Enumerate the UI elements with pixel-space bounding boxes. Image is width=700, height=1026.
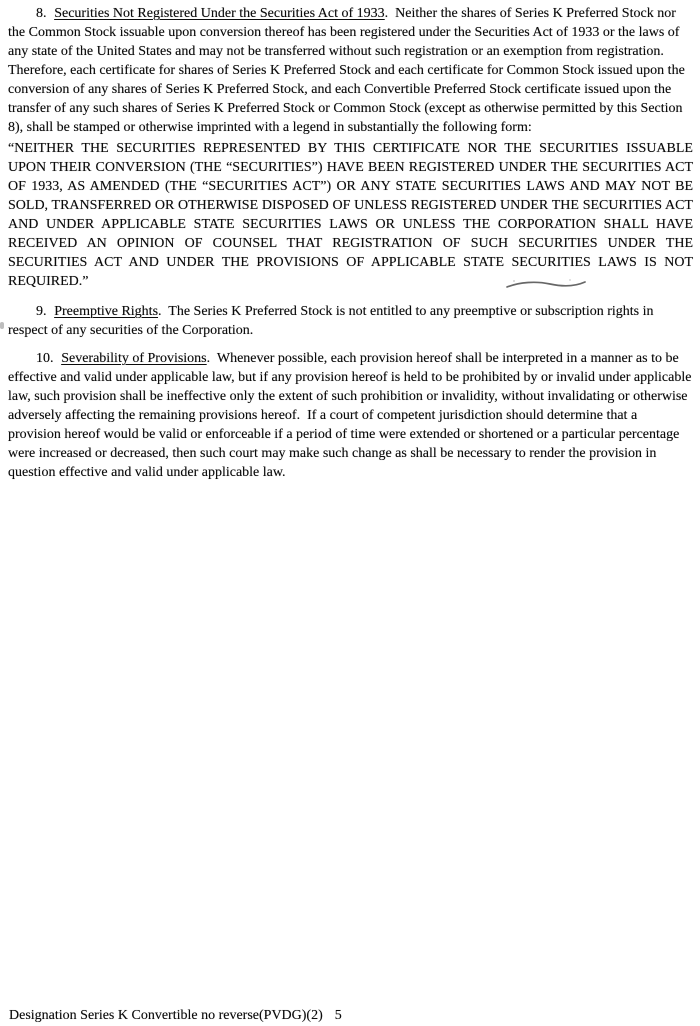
section-8-paragraph xyxy=(8,4,693,137)
section-8-heading: Securities Not Registered Under the Securities Act of 1933 xyxy=(54,6,385,21)
section-10-heading: Severability of Provisions xyxy=(61,351,207,366)
section-10-paragraph xyxy=(8,349,693,482)
footer-page-number: 5 xyxy=(334,1008,342,1023)
page-footer xyxy=(9,1006,342,1025)
section-8-number: 8. xyxy=(36,6,47,21)
pen-mark-artifact xyxy=(504,277,588,293)
section-9-heading: Preemptive Rights xyxy=(54,304,159,319)
securities-legend-paragraph: “NEITHER THE SECURITIES REPRESENTED BY THIS CERTIFICATE NOR THE SECURITIES ISSUABLE UPON THEIR CONVERSION (THE “SECURITIES”) HAVE BEEN REGISTERED UNDER THE SECURITIES ACT OF 1933, AS AMENDED (THE “SECURITIES ACT”) OR ANY STATE SECURITIES LAWS AND MAY NOT BE SOLD, TRANSFERRED OR OTHERWISE DISPOSED OF UNLESS REGISTERED UNDER THE SECURITIES ACT AND UNDER APPLICABLE STATE SECURITIES LAWS OR UNLESS THE CORPORATION SHALL HAVE RECEIVED AN OPINION OF COUNSEL THAT REGISTRATION OF SUCH SECURITIES UNDER THE SECURITIES ACT AND UNDER THE PROVISIONS OF APPLICABLE STATE SECURITIES LAWS IS NOT REQUIRED.” xyxy=(8,141,693,289)
footer-doc-id: Designation Series K Convertible no reverse(PVDG)(2) xyxy=(9,1008,323,1023)
section-8-body: . Neither the shares of Series K Preferred Stock nor the Common Stock issuable upon conversion thereof has been registered under the Securities Act of 1933 or the laws of any state of the United States and may not be transferred without such registration or an exemption from registration. Therefore, each certificate for shares of Series K Preferred Stock and each certificate for Common Stock issued upon the conversion of any shares of Series K Preferred Stock, and each Convertible Preferred Stock certificate issued upon the transfer of any such shares of Series K Preferred Stock or Common Stock (except as otherwise permitted by this Section 8), shall be stamped or otherwise imprinted with a legend in substantially the following form: xyxy=(8,6,689,135)
section-9-number: 9. xyxy=(36,304,47,319)
section-10-number: 10. xyxy=(36,351,54,366)
section-9-paragraph xyxy=(8,302,693,340)
section-10-body: . Whenever possible, each provision hereof shall be interpreted in a manner as to be effective and valid under applicable law, but if any provision hereof is held to be prohibited by or invalid under applicable law, such provision shall be ineffective only the extent of such prohibition or invalidity, without invalidating or otherwise adversely affecting the remaining provisions hereof. If a court of competent jurisdiction should determine that a provision hereof would be valid or enforceable if a period of time were extended or shortened or a particular percentage were increased or decreased, then such court may make such change as shall be necessary to render the provision in question effective and valid under applicable law. xyxy=(8,351,695,480)
page-content xyxy=(0,0,700,482)
scan-speck-artifact xyxy=(0,322,4,329)
section-9-body: . The Series K Preferred Stock is not entitled to any preemptive or subscription rights in respect of any securities of the Corporation. xyxy=(8,304,657,338)
